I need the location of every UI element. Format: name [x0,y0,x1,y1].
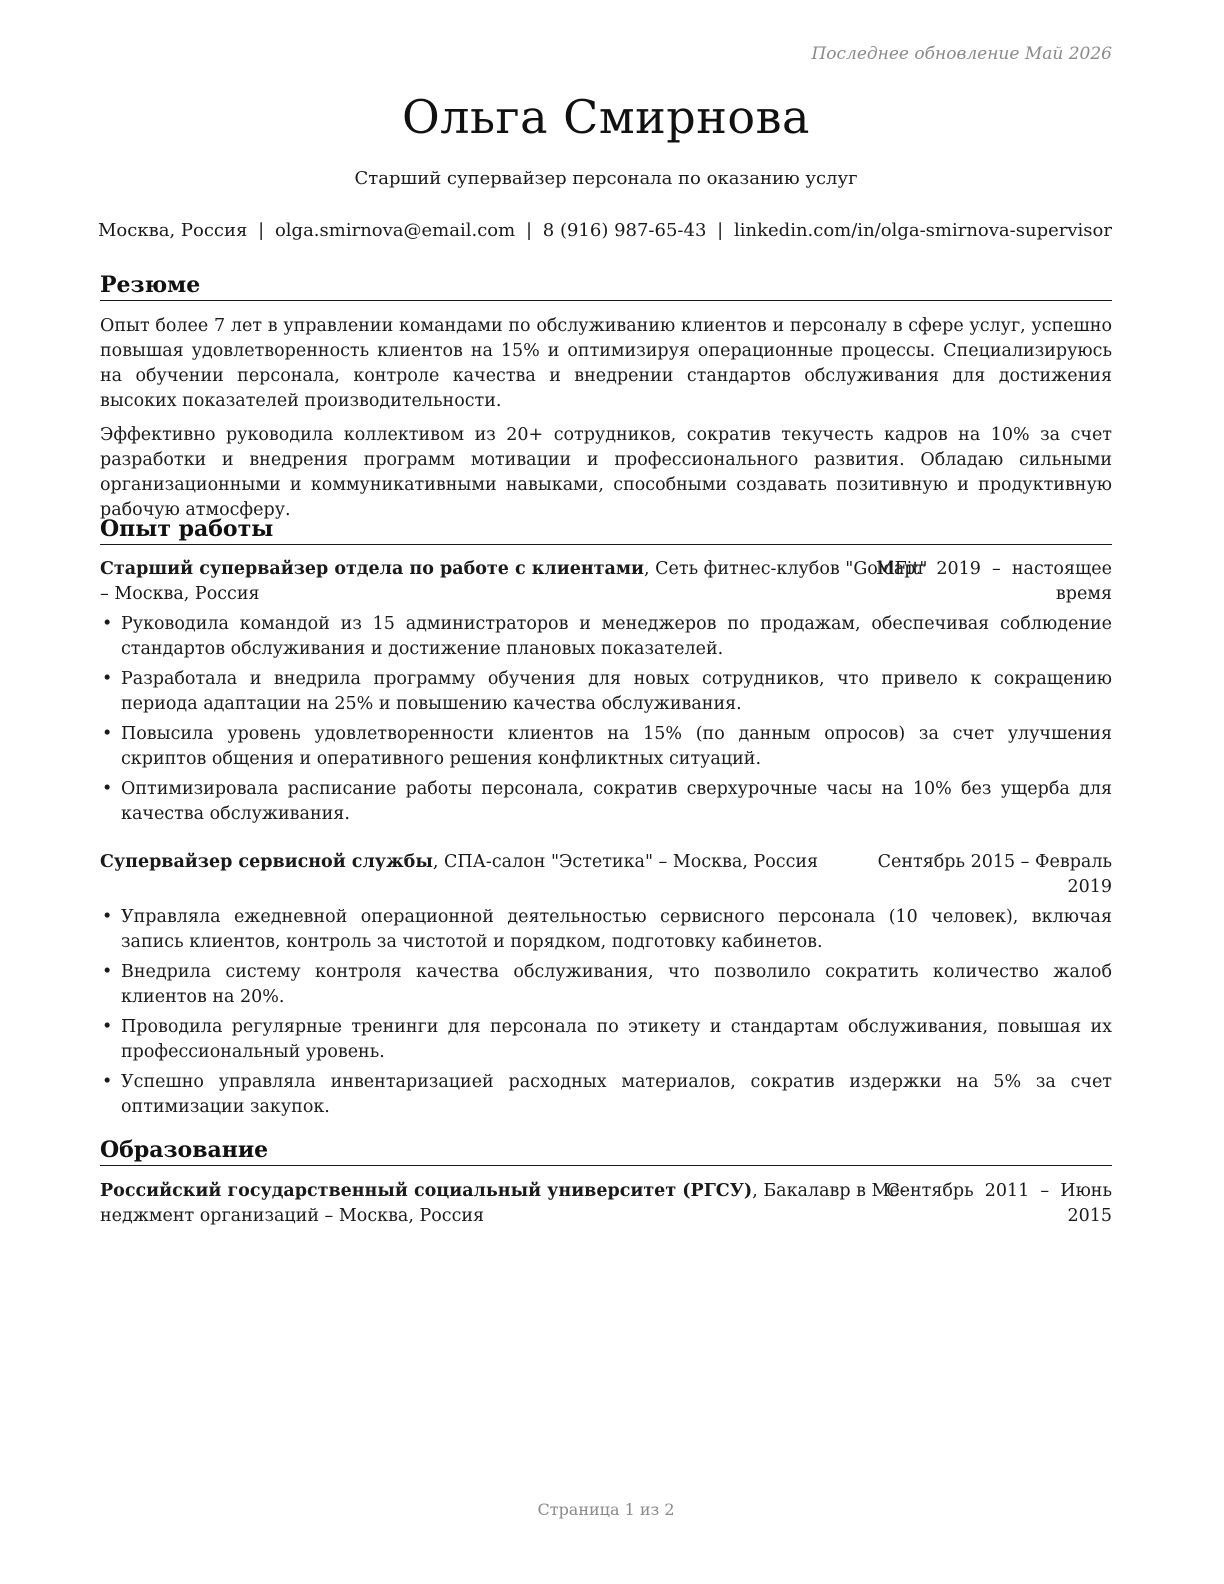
education-dates-end: 2015 [1067,1206,1112,1226]
contact-line [98,218,1112,244]
job-dates [878,850,1112,900]
job-dates-start: Сентябрь 2015 – Февраль [877,852,1112,872]
contact-email[interactable]: olga.smirnova@email.com [274,220,516,241]
education-entry [100,1179,1112,1229]
contact-separator: | [258,220,265,241]
candidate-name: Ольга Смирнова [402,90,810,144]
list-item: • Оптимизировала расписание работы персонала, сократив сверхурочные часы на 10% без ущерба для качества обслуживания. [102,779,1112,824]
resume-page [100,0,1112,1584]
section-heading-education: Образование [100,1135,1112,1166]
list-item: • Проводила регулярные тренинги для персонала по этикету и стандартам обслуживания, повышая их профессиональный уровень. [102,1017,1112,1062]
job-header [100,850,1112,900]
list-item: • Руководила командой из 15 администраторов и менеджеров по продажам, обеспечивая соблюдение стандартов обслуживания и достижение плановых показателей. [102,614,1112,659]
job-header [100,557,1112,607]
job-dates-end: время [1055,584,1112,604]
education-institution: Российский государственный социальный университет (РГСУ) [100,1181,753,1201]
candidate-subtitle: Старший супервайзер персонала по оказанию услуг [354,168,858,189]
list-item: • Внедрила систему контроля качества обслуживания, что позволило сократить количество жалоб клиентов на 20%. [102,962,1112,1007]
education-dates-start: Сентябрь 2011 – Июнь [886,1181,1112,1201]
job-company: , Сеть фитнес-клубов "GoldFit" [644,559,928,579]
job-bullet-list [100,905,1112,1125]
contact-phone[interactable]: 8 (916) 987-65-43 [542,220,707,241]
job-title: Старший супервайзер отдела по работе с клиентами [100,559,645,579]
education-degree-cont: неджмент организаций – Москва, Россия [100,1206,485,1226]
section-heading-experience: Опыт работы [100,514,1112,545]
list-item: • Успешно управляла инвентаризацией расходных материалов, сократив издержки на 5% за счет оптимизации закупок. [102,1072,1112,1117]
job-dates [876,557,1112,607]
contact-separator: | [717,220,724,241]
job-bullet-list [100,612,1112,832]
job-company: , СПА-салон "Эстетика" – Москва, Россия [432,852,819,872]
contact-separator: | [525,220,533,241]
job-dates-start: Март 2019 – настоящее [875,559,1112,579]
summary-paragraph: Опыт более 7 лет в управлении командами по обслуживанию клиентов и персоналу в сфере услуг, успешно повышая удовлетворенность клиентов на 15% и оптимизируя операционные процессы. Специализируюсь на обучении персонала, контроле качества и внедрении стандартов обслуживания для достижения высоких показателей производительности. [100,316,1112,411]
summary-paragraph: Эффективно руководила коллективом из 20+ сотрудников, сократив текучесть кадров на 10% за счет разработки и внедрения программ мотивации и профессионального развития. Обладаю сильными организационными и коммуникативными навыками, способными создавать позитивную и продуктивную рабочую атмосферу. [100,425,1112,520]
list-item: • Разработала и внедрила программу обучения для новых сотрудников, что привело к сокращению периода адаптации на 25% и повышению качества обслуживания. [102,669,1112,714]
job-title-line [100,557,927,607]
education-title-line [100,1179,906,1229]
section-heading-summary: Резюме [100,270,1112,301]
contact-location: Москва, Россия [98,220,248,241]
page-number: Страница 1 из 2 [537,1500,675,1519]
job-title: Супервайзер сервисной службы [100,852,433,872]
list-item: • Повысила уровень удовлетворенности клиентов на 15% (по данным опросов) за счет улучшения скриптов общения и оперативного решения конфликтных ситуаций. [102,724,1112,769]
education-degree: , Бакалавр в Ме- [752,1181,906,1201]
job-title-line [100,850,818,875]
contact-linkedin[interactable]: linkedin.com/in/olga-smirnova-supervisor [734,220,1112,241]
last-updated-note: Последнее обновление Май 2026 [811,44,1112,64]
list-item: • Управляла ежедневной операционной деятельностью сервисного персонала (10 человек), включая запись клиентов, контроль за чистотой и порядком, подготовку кабинетов. [102,907,1112,952]
job-dates-end: 2019 [1067,877,1112,897]
education-dates [886,1179,1112,1229]
job-location: – Москва, Россия [100,584,260,604]
